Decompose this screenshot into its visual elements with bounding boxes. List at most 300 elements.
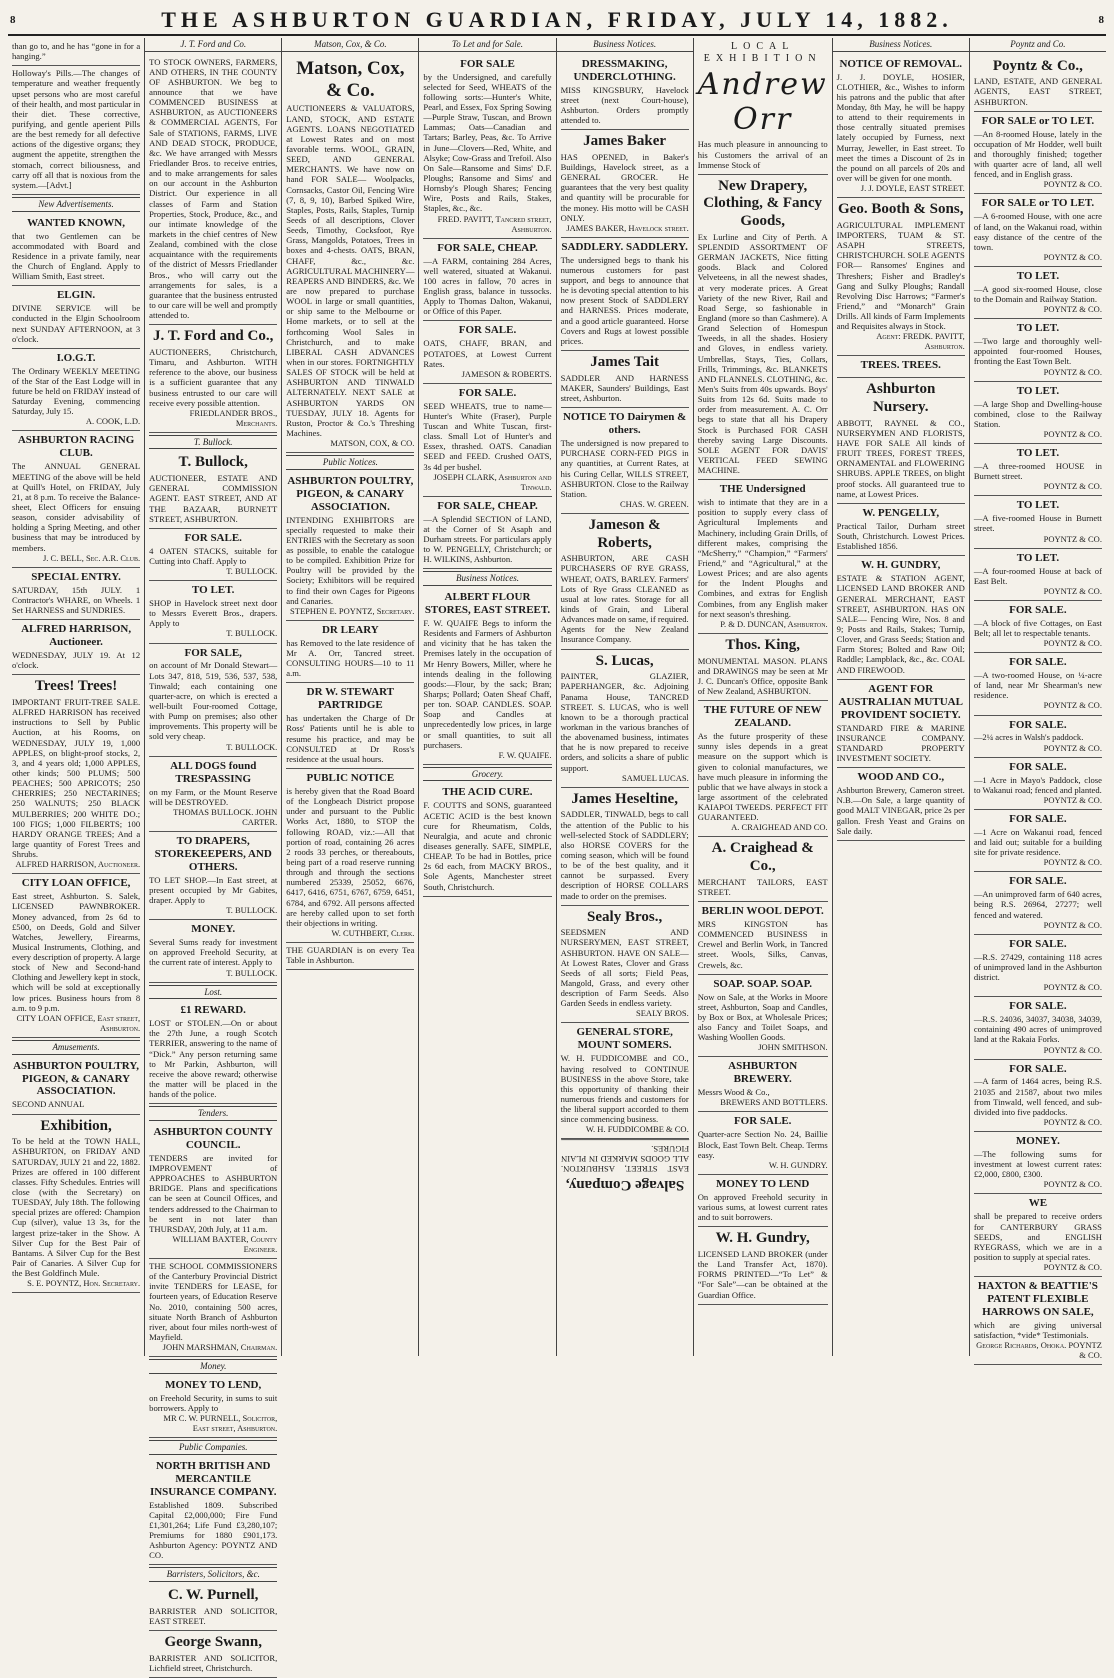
ad-heading: Ashburton Nursery. bbox=[866, 381, 936, 416]
ad-body: —An 8-roomed House, lately in the occupation of Mr Hodder, well built and thoroughly finished; together with quarter acre of land, all well fenced, and in English grass. bbox=[973, 128, 1102, 180]
ad-body: EAST STREET, ASHBURTON. ALL GOODS MARKED IN PLAIN FIGURES. bbox=[560, 1144, 689, 1175]
ad-body: AGRICULTURAL IMPLEMENT IMPORTERS, TUAM & ST. ASAPH STREETS, CHRISTCHURCH. SOLE AGENTS FOR— Ransomes' Engines and Threshers; Fisher and Bradley's Gang and Sulky Ploughs; Randall Revolving Disc Harrows; “Farmer's Friend,” and “Monarch” Grain Drills. All kinds of Farm Implements and Requisites always in Stock. bbox=[836, 219, 965, 332]
ad-body: BARRISTER AND SOLICITOR, Lichfield street, Christchurch. bbox=[149, 1652, 278, 1673]
ad-heading: ALBERT FLOUR STORES, EAST STREET. bbox=[424, 591, 551, 617]
ad-heading: Poyntz & Co., bbox=[992, 57, 1083, 74]
ad-signature: POYNTZ & CO. bbox=[1043, 366, 1102, 377]
advertisement bbox=[837, 378, 965, 504]
ad-body: ABBOTT, RAYNEL & CO., NURSERYMEN AND FLORISTS, HAVE FOR SALE All kinds of FRUIT TREES, FOREST TREES, ORNAMENTAL and FLOWERING SHRUBS. APPLE TREES, on blight proof stocks. All guaranteed true to name, at Lowest Prices. bbox=[836, 417, 965, 499]
section-heading: Public Companies. bbox=[149, 1440, 277, 1455]
advertisement bbox=[974, 55, 1102, 112]
ad-heading: FOR SALE. bbox=[733, 1115, 792, 1128]
advertisement bbox=[12, 874, 140, 1038]
ad-body: on my Farm, or the Mount Reserve will be DESTROYED. bbox=[149, 786, 278, 807]
advertisement bbox=[561, 650, 689, 788]
ad-heading: James Heseltine, bbox=[571, 790, 678, 807]
ad-signature: WILLIAM BAXTER, County Engineer. bbox=[172, 1233, 278, 1254]
ad-body: TO LET SHOP.—In East street, at present occupied by Mr Gabites, draper. Apply to bbox=[149, 874, 278, 906]
ad-body: than go to, and he has “gone in for a hanging.” bbox=[12, 41, 141, 62]
ad-signature: BREWERS AND BOTTLERS. bbox=[720, 1097, 828, 1108]
column-6 bbox=[694, 38, 833, 1356]
ad-signature: A. COOK, L.D. bbox=[85, 416, 141, 427]
ad-body: DIVINE SERVICE will be conducted in the Elgin Schoolroom next SUNDAY AFTERNOON, at 3 o'clock. bbox=[12, 303, 141, 344]
advertisement bbox=[974, 872, 1102, 934]
ad-signature: POYNTZ & CO. bbox=[1043, 481, 1102, 492]
column-3 bbox=[282, 38, 419, 1356]
ad-signature: SEALY BROS. bbox=[636, 1008, 689, 1019]
ad-signature: FRED. PAVITT, Tancred street, Ashburton. bbox=[437, 213, 552, 234]
ad-body: MISS KINGSBURY, Havelock street (next Court-house), Ashburton. Orders promptly attended to. bbox=[560, 84, 689, 125]
ad-body: —A good six-roomed House, close to the Domain and Railway Station. bbox=[973, 283, 1102, 305]
ad-body: LOST or STOLEN.—On or about the 27th June, a rough Scotch TERRIER, answering to the name of “Dick.” Any person returning same to Mr Parkin, Ashburton, will receive the above reward; otherwise the matter will be placed in the hands of the police. bbox=[149, 1018, 278, 1100]
ad-signature: POYNTZ & CO. bbox=[1043, 1262, 1102, 1273]
advertisement bbox=[974, 1132, 1102, 1194]
ad-heading: MONEY. bbox=[1015, 1135, 1060, 1148]
ad-signature: POYNTZ & CO. bbox=[1043, 742, 1102, 753]
ad-signature: ALFRED HARRISON, Auctioneer. bbox=[15, 859, 141, 870]
ad-body: F. W. QUAIFE Begs to inform the Residents and Farmers of Ashburton and vicinity that he has taken the Premises lately in the occupation of Mr Henry Bowers, Miller, where he intends dealing in the following goods:—Flour, by the sack; Bran; Sharps; Pollard; Oaten Sheaf Chaff, per ton. SOAP. CANDLES. SOAP. Soap and Candles at unprecedentedly low prices, in large or small quantities, to suit all purchasers. bbox=[423, 618, 552, 750]
ad-heading: DRESSMAKING, UNDERCLOTHING. bbox=[573, 57, 676, 83]
advertisement bbox=[12, 286, 140, 349]
column-2 bbox=[145, 38, 282, 1673]
section-heading: Grocery. bbox=[423, 767, 551, 782]
ad-heading: I.O.G.T. bbox=[56, 351, 96, 364]
ad-heading: FOR SALE. bbox=[1009, 603, 1067, 616]
ad-signature: W. H. GUNDRY. bbox=[768, 1159, 828, 1170]
ad-body: WEDNESDAY, JULY 19. At 12 o'clock. bbox=[12, 650, 141, 671]
ad-signature: T. BULLOCK. bbox=[226, 741, 278, 752]
ad-signature: STEPHEN E. POYNTZ, Secretary. bbox=[290, 605, 415, 616]
ad-body: Messrs Wood & Co., bbox=[697, 1087, 770, 1098]
section-heading: Public Notices. bbox=[286, 455, 414, 470]
ad-signature: SAMUEL LUCAS. bbox=[621, 772, 689, 783]
advertisement bbox=[423, 321, 551, 383]
column-1 bbox=[8, 38, 145, 1356]
column-header: Matson, Cox, & Co. bbox=[282, 39, 418, 52]
ad-heading: THE FUTURE OF NEW ZEALAND. bbox=[703, 704, 822, 730]
advertisement bbox=[561, 1139, 689, 1196]
ad-heading: SOAP. SOAP. SOAP. bbox=[713, 977, 813, 990]
ad-heading: TO LET. bbox=[1016, 499, 1060, 512]
ad-signature: MR C. W. PURNELL, Solicitor, East street, Ashburton. bbox=[163, 1413, 278, 1434]
ad-signature: POYNTZ & CO. bbox=[1043, 982, 1102, 993]
advertisement bbox=[423, 384, 551, 497]
advertisement bbox=[698, 634, 828, 701]
advertisement bbox=[12, 675, 140, 874]
ad-body: SEED WHEATS, true to name—Hunter's White (Fraser), Purple Tuscan and White Tuscan, first-class. Small Lot of Hunter's and Essex, thrashed. OATS. Canadian SEED and FEED. Crushed OATS, 3s 4d per bushel. bbox=[423, 400, 552, 472]
advertisement bbox=[423, 497, 551, 570]
advertisement bbox=[149, 832, 277, 920]
ad-signature: POYNTZ & CO. bbox=[1043, 251, 1102, 262]
column-header: Business Notices. bbox=[833, 39, 969, 52]
advertisement bbox=[12, 431, 140, 567]
column-7 bbox=[833, 38, 970, 1356]
ad-signature: W. H. FUDDICOMBE & CO. bbox=[585, 1124, 689, 1135]
advertisement bbox=[837, 680, 965, 768]
ad-body: that two Gentlemen can be accommodated with Board and Residence in a private family, near the Church of England. Apply to William Smith, East street. bbox=[12, 230, 141, 282]
section-heading: T. Bullock. bbox=[149, 435, 277, 450]
ad-body: 4 OATEN STACKS, suitable for Cutting into Chaff. Apply to bbox=[149, 545, 278, 566]
ad-body: —A Splendid SECTION of LAND, at the Corner of St Asaph and Durham streets. For particulars apply to W. PENGELLY, Christchurch; or H. WILKINS, Ashburton. bbox=[423, 513, 552, 565]
ad-body: Several Sums ready for investment on approved Freehold Security, at the current rate of interest. Apply to bbox=[149, 937, 278, 968]
spaced-heading: LOCAL EXHIBITION bbox=[703, 41, 822, 64]
ad-body: Holloway's Pills.—The changes of temperature and weather frequently upset persons who are most careful of their health, and most particular in their diet. These corrective, purifying, and gentle aperient Pills are the best remedy for all defective actions of the digestive organs; they augment the appetite, strengthen the stomach, correct biliousness, and carry off all that is noxious from the system.—[Advt.] bbox=[12, 68, 141, 190]
masthead bbox=[8, 6, 1106, 36]
ad-heading: FOR SALE, CHEAP. bbox=[437, 241, 538, 254]
ad-signature: T. BULLOCK. bbox=[226, 628, 278, 639]
advertisement bbox=[698, 975, 828, 1058]
advertisement bbox=[149, 1631, 277, 1678]
ad-heading: Trees! Trees! bbox=[34, 678, 118, 695]
ad-signature: T. BULLOCK. bbox=[226, 967, 278, 978]
ad-body: TO STOCK OWNERS, FARMERS, AND OTHERS, IN THE COUNTY OF ASHBURTON. We beg to announce that we have COMMENCED BUSINESS at ASHBURTON, as AUCTIONEERS & COMMERCIAL AGENTS, For Sale of STATIONS, FARMS, LIVE AND DEAD STOCK, PRODUCE, &c. We have arranged with Messrs Friedlander Bros. to receive entries, and to make arrangements for sales on our account in the Ashburton District. Our experience in all classes of Farm and Station Properties, Stock, Produce, &c., and our intimate knowledge of the markets in the chief centres of New Zealand, combined with the close acquaintance with the requirements of the district of Messrs Friedlander Bros., who will carry out the arrangements for sales, is a guarantee that the business entrusted to our care will be well and promptly attended to. bbox=[149, 56, 278, 321]
ad-body: LAND, ESTATE, AND GENERAL AGENTS, EAST STREET, ASHBURTON. bbox=[973, 76, 1102, 107]
ad-body: —A four-roomed House at back of East Belt. bbox=[973, 565, 1102, 586]
ad-heading: W. H. GUNDRY, bbox=[861, 559, 941, 572]
advertisement bbox=[974, 496, 1102, 548]
ad-signature: MATSON, COX, & CO. bbox=[330, 438, 415, 449]
ad-signature: POYNTZ & CO. bbox=[1043, 919, 1102, 930]
ad-heading: TO LET. bbox=[1016, 384, 1060, 397]
ad-body: —A FARM, containing 284 Acres, well watered, situated at Wakanui. 100 acres in fallow, 70 acres in English grass, balance in tussocks. Apply to Thomas Dalton, Wakanui, or Office of this Paper. bbox=[423, 255, 552, 317]
advertisement bbox=[561, 351, 689, 408]
ad-heading: FOR SALE. bbox=[1009, 1000, 1067, 1013]
ad-heading: J. T. Ford and Co., bbox=[153, 328, 274, 345]
ad-heading: TREES. TREES. bbox=[860, 359, 941, 372]
ad-heading: James Baker bbox=[583, 133, 667, 150]
column-4 bbox=[419, 38, 556, 1356]
advertisement bbox=[974, 997, 1102, 1059]
ad-body: shall be prepared to receive orders for CANTERBURY GRASS SEEDS, and ENGLISH RYEGRASS, which we are in a position to supply at special rates. bbox=[973, 1211, 1102, 1262]
ad-body: —A two-roomed House, on ¼-acre of land, near Mr Shearman's new residence. bbox=[973, 670, 1102, 701]
ad-body: The undersigned is now prepared to PURCHASE CORN-FED PIGS in any quantities, at Current Rates, at his Curing Cellar, WILLS STREET, ASHBURTON. Close to the Railway Station. bbox=[560, 438, 689, 499]
ad-body: —Two large and thoroughly well-appointed four-roomed Houses, fronting the East Town Belt. bbox=[973, 336, 1102, 367]
ad-heading: FOR SALE bbox=[460, 57, 515, 70]
ad-heading: ASHBURTON COUNTY COUNCIL. bbox=[153, 1125, 273, 1151]
advertisement bbox=[974, 653, 1102, 715]
ad-body: PAINTER, GLAZIER, PAPERHANGER, &c. Adjoining Panama House, TANCRED STREET. S. LUCAS, who is well known to be a thorough practical workman in the various branches of the abovenamed business, intimates that he is now prepared to receive orders, and solicits a share of public support. bbox=[560, 671, 689, 773]
ad-heading: Salvage Company, bbox=[565, 1177, 684, 1194]
advertisement bbox=[12, 214, 140, 287]
ad-body: MONUMENTAL MASON. PLANS and DRAWINGS may be seen at Mr J. C. Duncan's Office, opposite Bank of New Zealand, ASHBURTON. bbox=[697, 655, 828, 697]
ad-body: SEEDSMEN AND NURSERYMEN, EAST STREET, ASHBURTON. HAVE ON SALE— At Lowest Rates, Clover and Grass Seeds of all sorts; Field Peas, Mangold, Grass, and every other description of Farm Seeds. Also Garden Seeds in endless variety. bbox=[560, 927, 689, 1009]
ad-signature: THOMAS BULLOCK. JOHN CARTER. bbox=[173, 806, 278, 827]
ad-body: on account of Mr Donald Stewart—Lots 347, 818, 519, 536, 537, 538, Tinwald; each containing one quarter-acre, on which is erected a well-built Four-roomed Cottage, with Pump on premises; also other improvements. This property will be sold very cheap. bbox=[149, 660, 278, 742]
ad-body: F. COUTTS and SONS, guaranteed ACETIC ACID is the best known cure for Rheumatism, Colds, Neuralgia, and acute and chronic diseases generally. SAFE, SIMPLE, CHEAP. To be had in Bottles, price 2s 6d each, from MACKY BROS., Sole Agents, Manchester street South, Christchurch. bbox=[423, 800, 552, 892]
ad-heading: Thos. King, bbox=[725, 636, 800, 653]
advertisement bbox=[149, 1376, 277, 1438]
advertisement bbox=[423, 239, 551, 322]
ad-heading: ASHBURTON BREWERY. bbox=[728, 1060, 798, 1086]
ad-body: As the future prosperity of these sunny isles depends in a great measure on the support which is given to colonial manufactures, we have much pleasure in informing the public that we have always in stock a large assortment of the celebrated KAIAPOI TWEEDS. PERFECT FIT GUARANTEED. bbox=[697, 731, 828, 823]
ad-heading: W. PENGELLY, bbox=[862, 506, 940, 519]
ad-signature: A. CRAIGHEAD AND CO. bbox=[731, 822, 828, 833]
ad-heading: C. W. Purnell, bbox=[167, 1587, 259, 1604]
ad-body: —1 Acre on Wakanui road, fenced and laid out; suitable for a building site for private residence. bbox=[973, 826, 1102, 858]
advertisement bbox=[698, 1057, 828, 1112]
ad-signature: J. C. BELL, Sec. A.R. Club. bbox=[43, 552, 141, 563]
column-header: To Let and for Sale. bbox=[419, 39, 555, 52]
advertisement bbox=[286, 472, 414, 621]
ad-body: —2¼ acres in Walsh's paddock. bbox=[973, 732, 1084, 743]
ad-heading: MONEY. bbox=[191, 923, 236, 936]
advertisement bbox=[149, 757, 277, 832]
ad-signature: F. W. QUAIFE. bbox=[498, 749, 552, 760]
advertisement bbox=[974, 267, 1102, 319]
ad-body: Practical Tailor, Durham street South, Christchurch. Lowest Prices. Established 1856. bbox=[836, 520, 965, 552]
ad-heading: CITY LOAN OFFICE, bbox=[21, 877, 131, 890]
column-grid bbox=[8, 38, 1106, 1673]
advertisement bbox=[149, 920, 277, 982]
ad-heading: PUBLIC NOTICE bbox=[306, 772, 395, 785]
column-5 bbox=[557, 38, 694, 1356]
ad-signature: P. & D. DUNCAN, Ashburton. bbox=[720, 618, 828, 629]
advertisement bbox=[974, 1277, 1102, 1365]
ad-body: East street, Ashburton. S. Salek, LICENSED PAWNBROKER. Money advanced, from 2s 6d to £500, on Deeds, Gold and Silver Watches, Jewellery, Firearms, Musical Instruments, Clothing, and every description of property. A large stock of New and Second-hand Clothing and Jewellery kept in stock, which will be sold at exceptionally low prices. Business hours from 8 a.m. to 9 p.m. bbox=[12, 891, 141, 1013]
advertisement bbox=[837, 556, 965, 679]
section-heading: New Advertisements. bbox=[12, 197, 140, 212]
ad-signature: POYNTZ & CO. bbox=[1043, 1179, 1102, 1190]
ad-body: INTENDING EXHIBITORS are specially requested to make their ENTRIES with the Secretary as soon as possible, to enable the catalogue to be compiled. Exhibition Prize for Poultry will be provided by the Society; Exhibitors will be required to find their own Cages for Pigeons and Canaries. bbox=[286, 514, 415, 606]
ad-signature: George Richards, Ohoka. POYNTZ & CO. bbox=[976, 1340, 1102, 1361]
advertisement bbox=[149, 451, 277, 528]
ad-body: SECOND ANNUAL bbox=[12, 1099, 85, 1110]
script-signature: Andrew Orr bbox=[697, 66, 828, 137]
advertisement bbox=[698, 1227, 828, 1304]
ad-heading: S. Lucas, bbox=[595, 652, 654, 669]
advertisement bbox=[698, 701, 828, 837]
ad-body: ASHBURTON, ARE CASH PURCHASERS OF RYE GRASS, WHEAT, OATS, BARLEY. Farmers' Lots of Rye Grass CLEANED as usual at low rates. Storage for all kinds of Grain, and Liberal Advances made on same, if required. Agents for the New Zealand Insurance Company. bbox=[560, 553, 689, 645]
advertisement bbox=[974, 112, 1102, 195]
ad-heading: HAXTON & BEATTIE'S PATENT FLEXIBLE HARROWS ON SALE, bbox=[977, 1280, 1098, 1319]
section-heading: Tenders. bbox=[149, 1106, 277, 1121]
ad-body: —An unimproved farm of 640 acres, being R.S. 26964, 27277; well fenced and watered. bbox=[973, 889, 1102, 920]
ad-heading: George Swann, bbox=[164, 1633, 262, 1650]
advertisement bbox=[698, 39, 828, 175]
advertisement bbox=[837, 55, 965, 199]
advertisement bbox=[286, 683, 414, 769]
advertisement bbox=[974, 601, 1102, 653]
advertisement bbox=[698, 1112, 828, 1174]
ad-body: is hereby given that the Road Board of the Longbeach District propose under and pursuant to the Public Works Act, 1880, to STOP the following ROAD, viz.:—All that portion of road, containing 26 acres 2 roods 33 perches, or thereabouts, being part of a road reserve running through and through the sections numbered 25339, 25052, 6676, 6417, 6416, 6751, 6767, 6759, 6451, 6784, and 6792. All persons affected are hereby called upon to set forth their objections in writing. bbox=[286, 786, 415, 928]
ad-heading: TO LET. bbox=[1016, 551, 1060, 564]
advertisement bbox=[561, 408, 689, 514]
column-header: J. T. Ford and Co. bbox=[145, 39, 281, 52]
advertisement bbox=[974, 758, 1102, 810]
ad-heading: TO LET. bbox=[1016, 269, 1060, 282]
advertisement bbox=[974, 319, 1102, 381]
advertisement bbox=[286, 621, 414, 684]
ad-heading: FOR SALE. bbox=[1009, 656, 1067, 669]
ad-body: SADDLER AND HARNESS MAKER, Saunders' Buildings, East street, Ashburton. bbox=[560, 372, 689, 403]
advertisement bbox=[837, 198, 965, 356]
ad-heading: ALFRED HARRISON, Auctioneer. bbox=[21, 623, 132, 649]
ad-body: On approved Freehold security in various sums, at lowest current rates and to suit borrowers. bbox=[697, 1191, 828, 1223]
ad-signature: POYNTZ & CO. bbox=[1043, 794, 1102, 805]
advertisement bbox=[149, 581, 277, 643]
ad-body: which are giving universal satisfaction, *vide* Testimonials. bbox=[973, 1320, 1102, 1341]
ad-body: The ANNUAL GENERAL MEETING of the above will be held at Quill's Hotel, on FRIDAY, July 21, at 8 p.m. To receive the Balance-sheet, Elect Officers for ensuing season, consider advisability of holding a Spring Meeting, and other business that may be introduced by members. bbox=[12, 461, 141, 553]
ad-heading: Sealy Bros., bbox=[587, 908, 663, 925]
advertisement bbox=[423, 783, 551, 896]
ad-body: wish to intimate that they are in a position to supply every class of Agricultural Implements and Machinery, including Grain Drills, of different makes, comprising the “McSherry,” “Champion,” “Farmers' Friend,” and “Agricultural,” at the Lowest Prices; and are also agents for the Indent Ploughs and Combines, and extras for English Combines, from any English maker for next season's threshing. bbox=[697, 497, 828, 619]
ad-signature: POYNTZ & CO. bbox=[1043, 1117, 1102, 1128]
advertisement bbox=[12, 1057, 140, 1115]
ad-body: AUCTIONEER, ESTATE AND GENERAL COMMISSION AGENT. EAST STREET, AND AT THE BAZAAR, BURNETT STREET, ASHBURTON. bbox=[149, 473, 278, 524]
advertisement bbox=[12, 66, 140, 195]
ad-body: —A large Shop and Dwelling-house combined, close to the Railway Station. bbox=[973, 398, 1102, 429]
ad-body: —R.S. 24036, 34037, 34038, 34039, containing 490 acres of unimproved land at the Rakaia Forks. bbox=[973, 1014, 1102, 1045]
advertisement bbox=[561, 130, 689, 238]
ad-body: Ashburton Brewery, Cameron street. N.B.—On Sale, a large quantity of good MALT VINEGAR, price 2s per gallon. Fresh Yeast and Grains on Sale daily. bbox=[836, 785, 965, 836]
ad-signature: POYNTZ & CO. bbox=[1043, 1044, 1102, 1055]
section-heading: Money. bbox=[149, 1359, 277, 1374]
ad-heading: ASHBURTON POULTRY, PIGEON, & CANARY ASSOCIATION. bbox=[287, 474, 414, 513]
ad-heading: MONEY TO LEND bbox=[716, 1177, 810, 1190]
ad-heading: New Drapery, Clothing, & Fancy Goods, bbox=[703, 177, 823, 230]
section-heading: Lost. bbox=[149, 985, 277, 1000]
advertisement bbox=[149, 1457, 277, 1566]
ad-signature: CITY LOAN OFFICE, East street, Ashburton. bbox=[16, 1012, 141, 1033]
ad-body: TENDERS are invited for IMPROVEMENT of APPROACHES to ASHBURTON BRIDGE. Plans and specifications can be seen at Council Offices, and tenders addressed to the Chairman to be sent in not later than THURSDAY, 20th July, at 11 a.m. bbox=[149, 1152, 278, 1234]
ad-signature: CHAS. W. GREEN. bbox=[619, 498, 689, 509]
advertisement bbox=[698, 1175, 828, 1227]
ad-body: MRS KINGSTON has COMMENCED BUSINESS in Crewel and Berlin Work, in Tancred street. Wools, Silks, Canvas, Crewels, &c. bbox=[697, 919, 828, 970]
section-heading: Barristers, Solicitors, &c. bbox=[149, 1567, 277, 1582]
ad-signature: W. CUTHBERT, Clerk. bbox=[331, 927, 415, 938]
ad-body: MERCHANT TAILORS, EAST STREET. bbox=[697, 876, 828, 897]
ad-heading: ALL DOGS found TRESPASSING bbox=[170, 759, 257, 785]
ad-body: —1 Acre in Mayo's Paddock, close to Wakanui road; fenced and planted. bbox=[973, 774, 1102, 795]
ad-body: J. J. DOYLE, HOSIER, CLOTHIER, &c., Wishes to inform his patrons and the public that after Monday, 8th May, he will be happy to attend to their requirements in those centrally situated premises lately occupied by Furness, next Murray, Jeweller, in East street. To meet the times a Discount of 2s in the pound on all parcels of 20s and over will be given for one month. bbox=[836, 71, 965, 183]
ad-body: AUCTIONEERS, Christchurch, Timaru, and Ashburton. WITH reference to the above, our business is a sufficient guarantee that any business entrusted to our care will receive every possible attention. bbox=[149, 346, 278, 408]
ad-heading: WANTED KNOWN, bbox=[27, 216, 125, 229]
ad-body: by the Undersigned, and carefully selected for Seed, WHEATS of the following sorts:—Hunter's White, Pearl, and Essex, Fox Spring Sowing—Purple Straw, Tuscan, and Brown Lammas; Oats—Canadian and Tartars; Barley, Peas, &c. To Arrive in June—Clovers—Red, White, and Alsyke; Cow-Grass and Trefoil. Also On Sale—Ransome and Sims' D.F. Ploughs; Ransome and Sims' and Hornsby's Plough Shares; Fencing Wire, Posts and Rails, Stakes, Staples, &c., &c. bbox=[423, 71, 552, 214]
advertisement bbox=[12, 349, 140, 432]
advertisement bbox=[12, 1115, 140, 1294]
ad-body: Has much pleasure in announcing to his Customers the arrival of an Immense Stock of bbox=[697, 139, 828, 170]
advertisement bbox=[561, 55, 689, 131]
ad-heading: James Tait bbox=[590, 354, 660, 371]
ad-body: HAS OPENED, in Baker's Buildings, Havelock street, as a GENERAL GROCER. He guarantees that the very best quality and quantity will be procurable for the money. His motto will be CASH ONLY. bbox=[560, 151, 689, 223]
ad-heading: NOTICE TO Dairymen & others. bbox=[562, 411, 687, 437]
ad-signature: POYNTZ & CO. bbox=[1043, 857, 1102, 868]
ad-signature: JAMES BAKER, Havelock street. bbox=[566, 222, 689, 233]
advertisement bbox=[974, 1060, 1102, 1133]
column-header: Poyntz and Co. bbox=[970, 39, 1106, 52]
ad-body: Quarter-acre Section No. 24, Baillie Block, East Town Belt. Cheap. Terms easy. bbox=[697, 1129, 828, 1160]
ad-heading: FOR SALE. bbox=[458, 324, 517, 337]
advertisement bbox=[698, 837, 828, 902]
ad-body: W. H. FUDDICOMBE and CO., having resolved to CONTINUE BUSINESS in the above Store, take this opportunity of thanking their numerous friends and customers for the liberal support accorded to them since commencing business. bbox=[560, 1053, 689, 1125]
ad-body: —A farm of 1464 acres, being R.S. 21035 and 21587, about two miles from Tinwald, well fenced, and sub-divided into five paddocks. bbox=[973, 1076, 1102, 1117]
advertisement bbox=[974, 716, 1102, 758]
advertisement bbox=[561, 1023, 689, 1139]
advertisement bbox=[423, 588, 551, 765]
ad-signature: POYNTZ & CO. bbox=[1043, 304, 1102, 315]
page-number-right: 8 bbox=[1098, 14, 1104, 26]
ad-signature: POYNTZ & CO. bbox=[1043, 179, 1102, 190]
ad-heading: FOR SALE or TO LET. bbox=[981, 114, 1095, 127]
advertisement bbox=[837, 356, 965, 378]
ad-body: has Removed to the late residence of Mr A. Orr, Tancred street. CONSULTING HOURS—10 to 11 a.m. bbox=[286, 637, 415, 679]
ad-signature: JOHN SMITHSON. bbox=[758, 1042, 828, 1053]
advertisement bbox=[149, 1001, 277, 1104]
ad-body: OATS, CHAFF, BRAN, and POTATOES, at Lowest Current Rates. bbox=[423, 338, 552, 369]
ad-heading: FOR SALE. bbox=[1009, 937, 1067, 950]
ad-body: SADDLER, TINWALD, begs to call the attention of the Public to his well-selected Stock of SADDLERY; also HORSE COVERS for the coming season, which will be found to be of the best quality, and it cannot be surpassed. Every description of HORSE COLLARS made to order on the premises. bbox=[560, 809, 689, 901]
advertisement bbox=[149, 1123, 277, 1259]
ad-body: —A five-roomed House in Burnett street. bbox=[973, 513, 1102, 534]
ad-heading: Exhibition, bbox=[40, 1117, 112, 1134]
ad-heading: FOR SALE. bbox=[1009, 812, 1067, 825]
ad-body: The undersigned begs to thank his numerous customers for past support, and begs to announce that he is devoting special attention to his now present Stock of SADDLERY and HARNESS. Prices moderate, and a good article guaranteed. Horse Covers and Rugs at lowest possible prices. bbox=[560, 254, 689, 346]
ad-signature: JOSEPH CLARK, Ashburton and Tinwald. bbox=[433, 471, 552, 492]
ad-heading: TO DRAPERS, STOREKEEPERS, AND OTHERS. bbox=[154, 834, 272, 873]
ad-body: THE GUARDIAN is on every Tea Table in Ashburton. bbox=[286, 945, 415, 966]
ad-body: THE SCHOOL COMMISSIONERS of the Canterbury Provincial District invite TENDERS for LEASE, for fourteen years, of Education Reserve No. 2010, containing 500 acres, situate North Branch of Ashburton river, about four miles north-west of Mayfield. bbox=[149, 1261, 278, 1342]
advertisement bbox=[698, 480, 828, 634]
advertisement bbox=[12, 568, 140, 620]
ad-heading: A. Craighead & Co., bbox=[711, 840, 814, 875]
ad-heading: FOR SALE. bbox=[458, 386, 517, 399]
ad-body: —R.S. 27429, containing 118 acres of unimproved land in the Ashburton district. bbox=[973, 951, 1102, 982]
ad-body: SATURDAY, 15th JULY. 1 Contractor's WHARE, on Wheels. 1 Set HARNESS and SUNDRIES. bbox=[12, 584, 141, 615]
ad-body: AUCTIONEERS & VALUATORS, LAND, STOCK, AND ESTATE AGENTS. LOANS NEGOTIATED at Lowest Rates and on most favorable terms. WOOL, GRAIN, SEED, AND GENERAL MERCHANTS. We have now on hand FOR SALE— Woolpacks, Cornsacks, Castor Oil, Fencing Wire (7, 8, 9, 10), Barbed Spiked Wire, Staples, Posts, Rails, Staples, Turnip Seeds of all descriptions, Clover Seeds, Timothy, Cocksfoot, Rye Grass, Mangolds, Potatoes, Trees in boxes and 4-chests. OATS, BRAN, CHAFF, &c., &c. AGRICULTURAL MACHINERY—REAPERS AND BINDERS, &c. We are now prepared to purchase WOOL in large or small quantities, or ship same to the Melbourne or Home markets, or to sell at the forthcoming Wool Sales in Christchurch, and to make LIBERAL CASH ADVANCES when in our stores. FORTNIGHTLY SALES OF STOCK will be held at ASHBURTON AND TINWALD ALTERNATELY. NEXT SALE at ASHBURTON YARDS ON TUESDAY, JULY 18. Agents for Ruston, Proctor & Co.'s Threshing Machines. bbox=[286, 103, 415, 438]
column-8 bbox=[970, 38, 1106, 1361]
ad-heading: FOR SALE, bbox=[184, 646, 242, 659]
ad-heading: £1 REWARD. bbox=[180, 1004, 246, 1017]
advertisement bbox=[974, 935, 1102, 997]
ad-body: has undertaken the Charge of Dr Ross' Patients until he is able to resume his practice, and may be CONSULTED at Dr Ross's residence at the usual hours. bbox=[286, 713, 415, 764]
ad-heading: FOR SALE. bbox=[1009, 1062, 1067, 1075]
section-heading: Business Notices. bbox=[423, 571, 551, 586]
ad-heading: SPECIAL ENTRY. bbox=[31, 570, 121, 583]
ad-heading: Geo. Booth & Sons, bbox=[838, 201, 964, 218]
ad-heading: Jameson & Roberts, bbox=[588, 516, 661, 551]
advertisement bbox=[286, 943, 414, 970]
ad-signature: POYNTZ & CO. bbox=[1043, 533, 1102, 544]
ad-heading: DR LEARY bbox=[321, 623, 379, 636]
advertisement bbox=[12, 39, 140, 66]
ad-heading: GENERAL STORE, MOUNT SOMERS. bbox=[576, 1026, 673, 1052]
ad-signature: S. E. POYNTZ, Hon. Secretary. bbox=[27, 1278, 141, 1289]
ad-heading: FOR SALE. bbox=[1009, 718, 1067, 731]
ad-heading: TO LET. bbox=[192, 584, 235, 597]
ad-body: SHOP in Havelock street next door to Messrs Everett Bros., drapers. Apply to bbox=[149, 598, 278, 629]
ad-body: STANDARD FIRE & MARINE INSURANCE COMPANY. STANDARD PROPERTY INVESTMENT SOCIETY. bbox=[836, 722, 965, 763]
ad-heading: ELGIN. bbox=[56, 289, 96, 302]
ad-signature: Agent: FREDK. PAVITT, Ashburton. bbox=[876, 331, 965, 352]
advertisement bbox=[974, 1194, 1102, 1277]
ad-heading: BERLIN WOOL DEPOT. bbox=[701, 905, 824, 918]
advertisement bbox=[837, 504, 965, 556]
ad-heading: NORTH BRITISH AND MERCANTILE INSURANCE COMPANY. bbox=[149, 1459, 277, 1498]
ad-signature: POYNTZ & CO. bbox=[1043, 700, 1102, 711]
advertisement bbox=[974, 194, 1102, 267]
page-number-left: 8 bbox=[10, 14, 16, 26]
advertisement bbox=[561, 514, 689, 650]
ad-body: IMPORTANT FRUIT-TREE SALE. ALFRED HARRISON has received instructions to Sell by Public Auction, at his Rooms, on WEDNESDAY, JULY 19, 1,000 APPLES, on blight-proof stocks, 2, 3, and 4 years old; 1,000 APPLES, other kinds; 500 PLUMS; 500 PEACHES; 500 APRICOTS; 250 CHERRIES; 250 NECTARINES; 250 WALNUTS; 250 BLACK MULBERRIES; 200 WHITE DO.; 100 FIGS; 1,000 FILBERTS; 100 HARDY ORANGE TREES; And a large quantity of Forest Trees and Shrubs. bbox=[12, 696, 141, 860]
ad-body: —The following sums for investment at lowest current rates: £2,000, £800, £300. bbox=[973, 1149, 1102, 1180]
ad-heading: AGENT FOR AUSTRALIAN MUTUAL PROVIDENT SOCIETY. bbox=[838, 682, 963, 721]
ad-signature: POYNTZ & CO. bbox=[1043, 585, 1102, 596]
advertisement bbox=[149, 55, 277, 326]
ad-body: —A 6-roomed House, with one acre of land, on the Wakanui road, within easy distance of the centre of the town. bbox=[973, 211, 1102, 252]
ad-heading: WOOD AND CO., bbox=[857, 771, 945, 784]
advertisement bbox=[149, 1584, 277, 1631]
column-header: Business Notices. bbox=[557, 39, 693, 52]
